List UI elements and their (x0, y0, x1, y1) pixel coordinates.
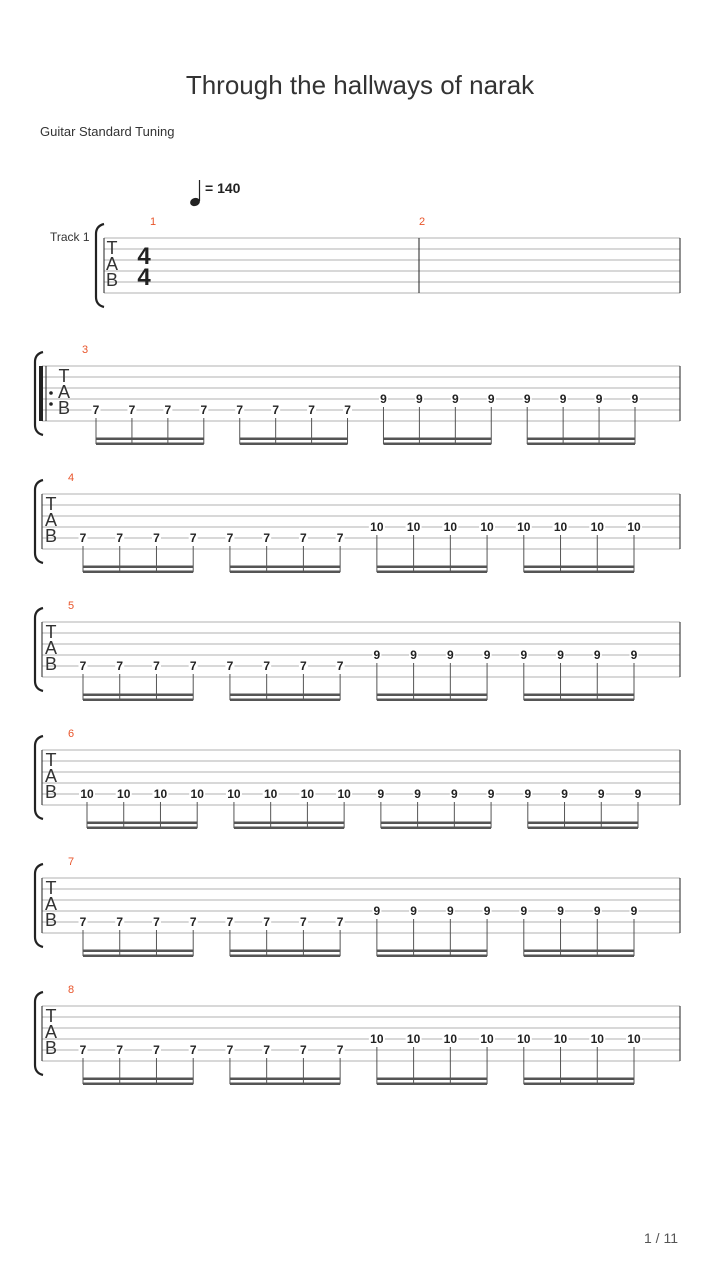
fret-number: 9 (520, 648, 528, 662)
sixteenth-beam (83, 694, 193, 697)
fret-number: 7 (79, 659, 87, 673)
time-signature-numerator: 4 (137, 243, 151, 270)
tab-system (35, 856, 680, 957)
fret-number: 10 (627, 520, 641, 534)
tab-clef-a: A (44, 510, 58, 530)
fret-number: 10 (517, 520, 531, 534)
score-title: Through the hallways of narak (185, 70, 535, 100)
sixteenth-beam (524, 950, 634, 953)
fret-number: 7 (200, 403, 208, 417)
tab-system (35, 344, 680, 445)
sixteenth-beam (83, 955, 193, 958)
sixteenth-beam (377, 566, 487, 569)
fret-number: 9 (416, 392, 423, 406)
sixteenth-beam (527, 438, 635, 441)
tab-clef-a: A (44, 638, 58, 658)
tab-clef-b: B (44, 1038, 58, 1058)
fret-number: 7 (336, 1043, 344, 1057)
fret-number: 7 (226, 659, 234, 673)
fret-number: 9 (487, 787, 495, 801)
fret-number: 10 (517, 1032, 531, 1046)
sixteenth-beam (377, 1083, 487, 1086)
fret-number: 7 (79, 915, 87, 929)
sixteenth-beam (87, 822, 197, 825)
fret-number: 9 (631, 392, 639, 406)
fret-number: 9 (410, 648, 417, 662)
sixteenth-beam (381, 827, 491, 830)
sixteenth-beam (230, 950, 340, 953)
fret-number: 7 (263, 1043, 271, 1057)
sixteenth-beam (230, 955, 340, 958)
fret-number: 10 (227, 787, 241, 801)
fret-number: 10 (553, 1032, 568, 1046)
measure-number: 2 (419, 216, 426, 228)
fret-number: 7 (79, 1043, 87, 1057)
tab-system (35, 472, 680, 573)
sixteenth-beam (230, 571, 340, 574)
time-signature (137, 243, 151, 291)
page-number: 1 / 11 (644, 1230, 678, 1246)
fret-number: 9 (597, 787, 605, 801)
fret-number: 7 (300, 915, 307, 929)
sixteenth-beam (234, 827, 344, 830)
tab-system (96, 216, 680, 307)
fret-number: 10 (117, 787, 131, 801)
fret-number: 10 (406, 1032, 421, 1046)
fret-number: 9 (595, 392, 603, 406)
fret-number: 7 (153, 1043, 160, 1057)
fret-number: 9 (483, 648, 491, 662)
fret-number: 10 (627, 1032, 641, 1046)
fret-number: 7 (226, 531, 234, 545)
measure-number: 8 (68, 984, 75, 996)
fret-number: 10 (370, 520, 384, 534)
tab-clef-b: B (44, 910, 58, 930)
fret-number: 7 (116, 1043, 124, 1057)
fret-number: 9 (523, 392, 531, 406)
fret-number: 9 (630, 648, 638, 662)
fret-number: 9 (414, 787, 421, 801)
sixteenth-beam (83, 950, 193, 953)
tab-clef-a: A (57, 382, 71, 402)
measure-number: 5 (68, 600, 75, 612)
repeat-dot (49, 391, 53, 395)
fret-number: 9 (520, 904, 528, 918)
tuning-label: Guitar Standard Tuning (40, 124, 175, 139)
tab-clef-b: B (44, 526, 58, 546)
fret-number: 9 (446, 648, 454, 662)
sixteenth-beam (381, 822, 491, 825)
sixteenth-beam (83, 699, 193, 702)
fret-number: 9 (410, 904, 417, 918)
sixteenth-beam (377, 694, 487, 697)
fret-number: 7 (116, 531, 124, 545)
fret-number: 7 (226, 915, 234, 929)
tempo-label: = 140 (205, 180, 241, 196)
sixteenth-beam (230, 1083, 340, 1086)
fret-number: 10 (443, 520, 458, 534)
fret-number: 7 (263, 659, 271, 673)
fret-number: 9 (593, 904, 601, 918)
sixteenth-beam (230, 699, 340, 702)
sixteenth-beam (96, 438, 204, 441)
tab-system (35, 984, 680, 1085)
fret-number: 7 (189, 531, 197, 545)
track-label: Track 1 (50, 230, 90, 244)
sixteenth-beam (87, 827, 197, 830)
sixteenth-beam (377, 950, 487, 953)
fret-number: 10 (80, 787, 94, 801)
sixteenth-beam (96, 443, 204, 446)
fret-number: 7 (236, 403, 244, 417)
fret-number: 9 (451, 392, 459, 406)
fret-number: 9 (630, 904, 638, 918)
fret-number: 10 (190, 787, 204, 801)
tab-clef-a: A (105, 254, 119, 274)
fret-number: 7 (344, 403, 351, 417)
fret-number: 10 (553, 520, 568, 534)
fret-number: 10 (443, 1032, 458, 1046)
fret-number: 7 (300, 1043, 307, 1057)
tab-clef-a: A (44, 766, 58, 786)
fret-number: 7 (189, 1043, 197, 1057)
measure-number: 4 (68, 472, 75, 484)
sixteenth-beam (524, 1083, 634, 1086)
tab-clef-b: B (105, 270, 119, 290)
repeat-dot (49, 402, 53, 406)
sixteenth-beam (240, 443, 348, 446)
sixteenth-beam (83, 1083, 193, 1086)
fret-number: 9 (446, 904, 454, 918)
fret-number: 10 (480, 520, 494, 534)
fret-number: 7 (128, 403, 136, 417)
fret-number: 10 (337, 787, 351, 801)
fret-number: 7 (153, 659, 160, 673)
sixteenth-beam (524, 1078, 634, 1081)
fret-number: 7 (92, 403, 100, 417)
fret-number: 7 (336, 915, 344, 929)
fret-number: 9 (557, 648, 564, 662)
sixteenth-beam (234, 822, 344, 825)
tab-clef-t: T (106, 238, 118, 258)
system-bracket (96, 224, 104, 307)
time-signature-denominator: 4 (137, 264, 151, 291)
tab-system (35, 728, 680, 829)
sixteenth-beam (230, 566, 340, 569)
sixteenth-beam (524, 955, 634, 958)
fret-number: 9 (483, 904, 491, 918)
tab-clef-t: T (58, 366, 70, 386)
tab-clef-b: B (57, 398, 71, 418)
measure-number: 6 (68, 728, 75, 740)
sixteenth-beam (524, 699, 634, 702)
tab-clef-t: T (45, 878, 57, 898)
fret-number: 7 (153, 915, 160, 929)
sixteenth-beam (377, 955, 487, 958)
fret-number: 9 (561, 787, 568, 801)
fret-number: 7 (153, 531, 160, 545)
tab-clef-t: T (45, 750, 57, 770)
fret-number: 7 (189, 659, 197, 673)
fret-number: 7 (263, 531, 271, 545)
sixteenth-beam (377, 571, 487, 574)
fret-number: 9 (559, 392, 567, 406)
fret-number: 10 (406, 520, 421, 534)
fret-number: 7 (308, 403, 315, 417)
sixteenth-beam (230, 694, 340, 697)
sixteenth-beam (230, 1078, 340, 1081)
fret-number: 10 (480, 1032, 494, 1046)
fret-number: 9 (634, 787, 642, 801)
fret-number: 7 (226, 1043, 234, 1057)
tab-clef-b: B (44, 782, 58, 802)
fret-number: 9 (450, 787, 458, 801)
repeat-thick-bar (39, 366, 43, 421)
sixteenth-beam (83, 1078, 193, 1081)
fret-number: 7 (263, 915, 271, 929)
fret-number: 7 (189, 915, 197, 929)
sixteenth-beam (83, 571, 193, 574)
tab-clef-a: A (44, 894, 58, 914)
tempo-marking (189, 180, 241, 207)
sixteenth-beam (377, 1078, 487, 1081)
sixteenth-beam (528, 822, 638, 825)
sixteenth-beam (527, 443, 635, 446)
measure-number: 1 (150, 216, 157, 228)
measure-number: 7 (68, 856, 75, 868)
fret-number: 9 (380, 392, 387, 406)
tab-system (35, 600, 680, 701)
fret-number: 9 (377, 787, 385, 801)
sixteenth-beam (524, 694, 634, 697)
fret-number: 7 (336, 659, 344, 673)
fret-number: 7 (116, 915, 124, 929)
fret-number: 9 (487, 392, 495, 406)
fret-number: 10 (370, 1032, 384, 1046)
fret-number: 9 (593, 648, 601, 662)
fret-number: 10 (300, 787, 315, 801)
fret-number: 10 (590, 520, 604, 534)
fret-number: 9 (373, 904, 381, 918)
fret-number: 10 (263, 787, 278, 801)
sixteenth-beam (383, 438, 491, 441)
tab-clef-a: A (44, 1022, 58, 1042)
sixteenth-beam (524, 566, 634, 569)
fret-number: 9 (557, 904, 564, 918)
fret-number: 9 (524, 787, 532, 801)
fret-number: 7 (79, 531, 87, 545)
tab-clef-b: B (44, 654, 58, 674)
fret-number: 10 (153, 787, 168, 801)
sixteenth-beam (377, 699, 487, 702)
fret-number: 7 (272, 403, 280, 417)
fret-number: 7 (336, 531, 344, 545)
fret-number: 7 (116, 659, 124, 673)
fret-number: 7 (300, 659, 307, 673)
sixteenth-beam (524, 571, 634, 574)
fret-number: 9 (373, 648, 381, 662)
fret-number: 7 (164, 403, 172, 417)
sixteenth-beam (83, 566, 193, 569)
fret-number: 10 (590, 1032, 604, 1046)
sixteenth-beam (240, 438, 348, 441)
tab-clef-t: T (45, 494, 57, 514)
sixteenth-beam (528, 827, 638, 830)
tab-clef-t: T (45, 1006, 57, 1026)
fret-number: 7 (300, 531, 307, 545)
sixteenth-beam (383, 443, 491, 446)
tab-clef-t: T (45, 622, 57, 642)
measure-number: 3 (82, 344, 89, 356)
